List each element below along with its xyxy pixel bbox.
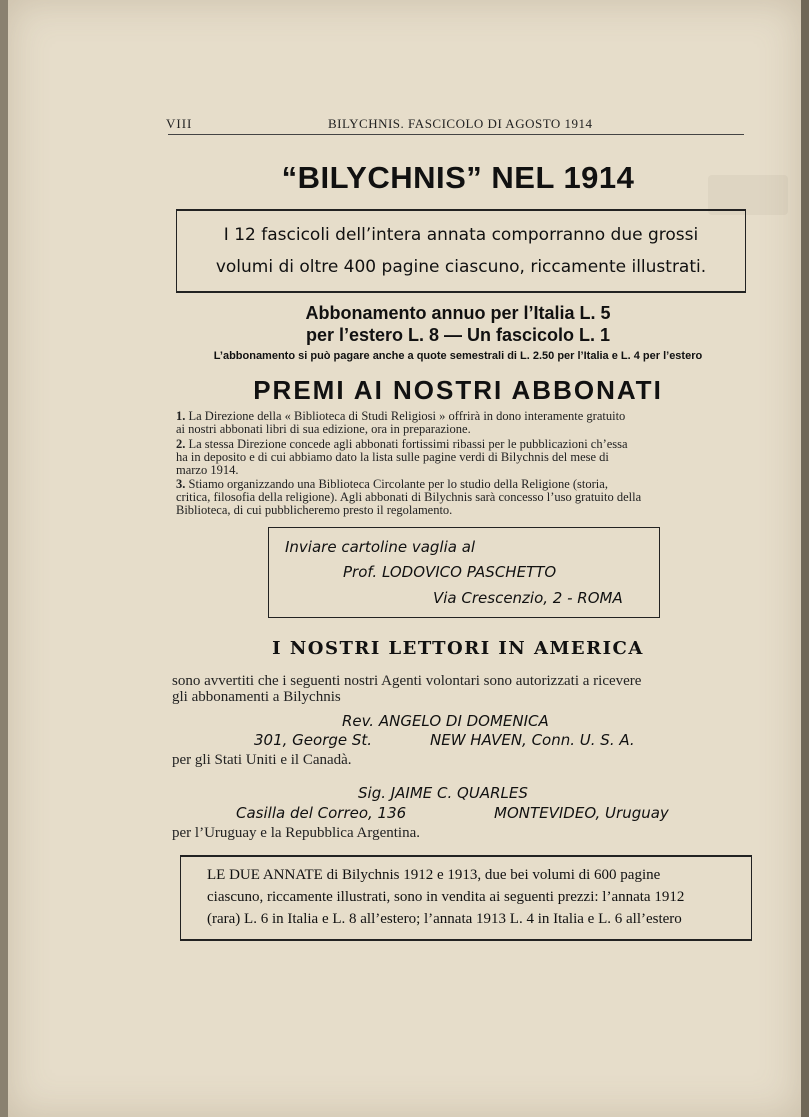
premio-2-line-3: marzo 1914.	[176, 463, 239, 477]
agent-1-street: 301, George St.	[254, 731, 373, 749]
address-line-3: Via Crescenzio, 2 - ROMA	[433, 589, 623, 607]
volumes-box	[176, 209, 746, 293]
annate-line-1: LE DUE ANNATE di Bilychnis 1912 e 1913, due bei volumi di 600 pagine	[207, 867, 661, 883]
agent-2-name: Sig. JAIME C. QUARLES	[358, 784, 528, 802]
annate-line-3: (rara) L. 6 in Italia e L. 8 all’estero; l’annata 1913 L. 4 in Italia e L. 6 all’estero	[207, 911, 682, 927]
premio-3-line-1: Stiamo organizzando una Biblioteca Circolante per lo studio della Religione (storia,	[188, 477, 608, 491]
page-edge	[801, 0, 809, 1117]
address-line-1: Inviare cartoline vaglia al	[285, 538, 476, 556]
premio-2	[176, 438, 748, 477]
premio-3	[176, 478, 748, 517]
page-title: “BILYCHNIS” NEL 1914	[281, 160, 635, 195]
address-line-2: Prof. LODOVICO PASCHETTO	[343, 563, 557, 581]
volumes-line-1: I 12 fascicoli dell’intera annata comporranno due grossi	[223, 225, 699, 245]
premio-1-line-2: ai nostri abbonati libri di sua edizione, ora in preparazione.	[176, 422, 471, 436]
subscription-line-2: per l’estero L. 8 — Un fascicolo L. 1	[305, 325, 611, 345]
premi-heading: PREMI AI NOSTRI ABBONATI	[253, 375, 663, 405]
header-rule	[168, 134, 744, 135]
agent-1-city: NEW HAVEN, Conn. U. S. A.	[430, 731, 635, 749]
running-title: BILYCHNIS. FASCICOLO DI AGOSTO 1914	[328, 116, 593, 131]
premio-3-number: 3.	[176, 477, 186, 491]
volumes-line-2: volumi di oltre 400 pagine ciascuno, riccamente illustrati.	[215, 257, 707, 277]
premio-1	[176, 410, 748, 436]
america-heading: I NOSTRI LETTORI IN AMERICA	[272, 638, 644, 659]
page-number: VIII	[166, 116, 193, 131]
america-intro-1: sono avvertiti che i seguenti nostri Agenti volontari sono autorizzati a ricevere	[172, 673, 642, 689]
premio-3-line-3: Biblioteca, di cui pubblicheremo presto il regolamento.	[176, 503, 453, 517]
premio-1-number: 1.	[176, 409, 186, 423]
page	[8, 0, 801, 1117]
agent-2-territory: per l’Uruguay e la Repubblica Argentina.	[172, 825, 420, 841]
agent-1-name: Rev. ANGELO DI DOMENICA	[342, 712, 549, 730]
annate-box	[180, 855, 752, 941]
subscription-line-3: L’abbonamento si può pagare anche a quote semestrali di L. 2.50 per l’Italia e L. 4 per l’estero	[213, 350, 703, 362]
agent-2-city: MONTEVIDEO, Uruguay	[494, 804, 669, 822]
premio-3-line-2: critica, filosofia della religione). Agli abbonati di Bilychnis sarà concesso l’uso gratuito della	[176, 490, 642, 504]
premio-2-line-1: La stessa Direzione concede agli abbonati fortissimi ribassi per le pubblicazioni ch’essa	[188, 437, 628, 451]
annate-line-2: ciascuno, riccamente illustrati, sono in vendita ai seguenti prezzi: l’annata 1912	[207, 889, 685, 905]
address-box	[268, 527, 660, 618]
premio-2-line-2: ha in deposito e di cui abbiamo dato la lista sulle pagine verdi di Bilychnis del mese di	[176, 450, 609, 464]
america-intro-2: gli abbonamenti a Bilychnis	[172, 689, 341, 705]
subscription-line-1: Abbonamento annuo per l’Italia L. 5	[305, 303, 611, 323]
premio-1-line-1: La Direzione della « Biblioteca di Studi Religiosi » offrirà in dono interamente gratuito	[188, 409, 626, 423]
premio-2-number: 2.	[176, 437, 186, 451]
agent-2-street: Casilla del Correo, 136	[236, 804, 407, 822]
agent-1-territory: per gli Stati Uniti e il Canadà.	[172, 752, 352, 768]
